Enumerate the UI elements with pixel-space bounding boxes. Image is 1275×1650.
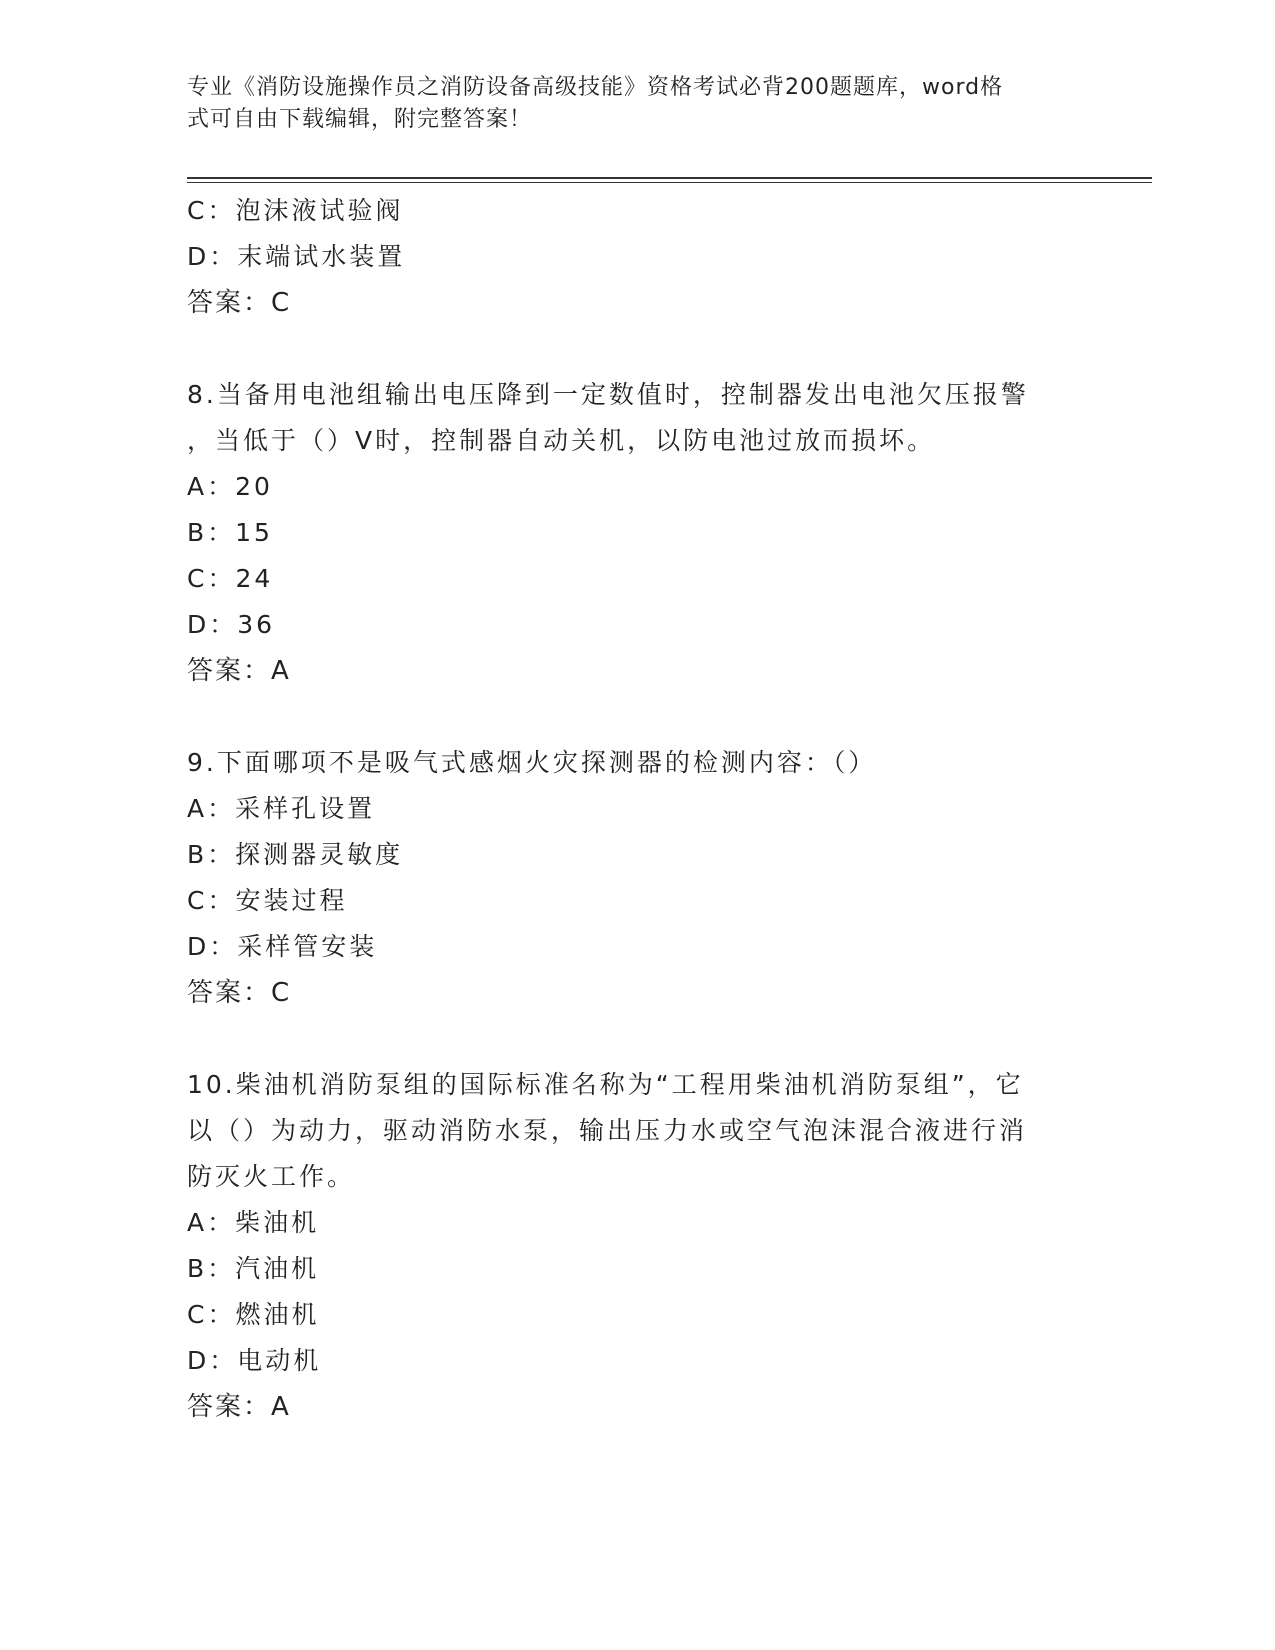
answer-line: 答案：C [187,288,292,318]
question-text-line: 8.当备用电池组输出电压降到一定数值时，控制器发出电池欠压报警 [187,380,1029,409]
answer-line: 答案：A [187,1392,291,1422]
option-a: A：20 [187,472,273,501]
spacer [187,694,1087,740]
question-block-prev [187,188,1087,326]
option-b: B：探测器灵敏度 [187,840,404,869]
option-d: D：36 [187,610,276,639]
option-b: B：15 [187,518,273,547]
question-text-line: 9.下面哪项不是吸气式感烟火灾探测器的检测内容：（） [187,748,877,777]
answer-line: 答案：A [187,656,291,686]
option-d: D：末端试水装置 [187,242,406,271]
header-line-2: 式可自由下载编辑，附完整答案！ [187,107,533,132]
option-d: D：电动机 [187,1346,322,1375]
option-c: C：安装过程 [187,886,348,915]
question-block-8 [187,372,1087,694]
question-text-line: 10.柴油机消防泵组的国际标准名称为“工程用柴油机消防泵组”，它 [187,1070,1024,1099]
question-text-line: 防灭火工作。 [187,1162,356,1191]
option-d: D：采样管安装 [187,932,378,961]
question-block-9 [187,740,1087,1016]
header-rule-thick [187,177,1152,179]
option-c: C：燃油机 [187,1300,320,1329]
option-c: C：24 [187,564,274,593]
option-a: A：采样孔设置 [187,794,376,823]
answer-line: 答案：C [187,978,292,1008]
document-header [187,72,1067,136]
spacer [187,326,1087,372]
question-list [187,188,1087,1430]
question-text-line: ，当低于（）V时，控制器自动关机，以防电池过放而损坏。 [187,426,936,455]
header-rule-thin [187,182,1152,183]
header-line-1: 专业《消防设施操作员之消防设备高级技能》资格考试必背200题题库，word格 [187,75,1004,100]
question-block-10 [187,1062,1087,1430]
option-c: C：泡沫液试验阀 [187,196,404,225]
spacer [187,1016,1087,1062]
question-text-line: 以（）为动力，驱动消防水泵，输出压力水或空气泡沫混合液进行消 [187,1116,1028,1145]
option-b: B：汽油机 [187,1254,320,1283]
option-a: A：柴油机 [187,1208,320,1237]
